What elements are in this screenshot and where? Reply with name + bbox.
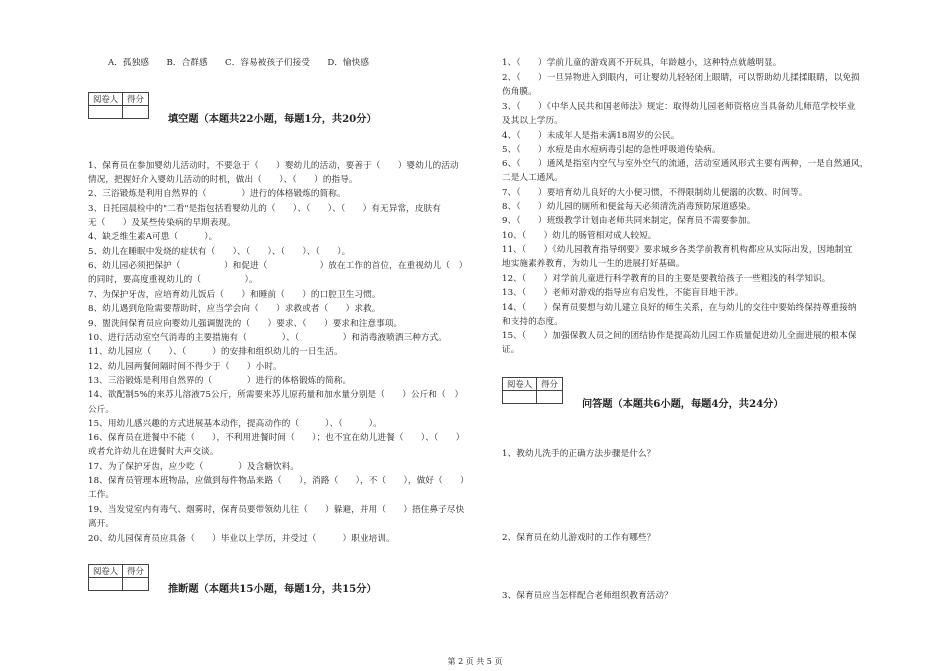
question-line: 6、幼儿园必须把保护（ ）和促进（ ）放在工作的首位，在重视幼儿（ ） (88, 261, 468, 271)
judge-line: 9、（ ）班级教学计划由老师共同来制定，保育员不需要参加。 (502, 216, 756, 226)
question-line: 离开。 (88, 519, 115, 529)
question-line: 19、当发觉室内有毒气、烟雾时，保育员要带领幼儿往（ ）躲避，并用（ ）捂住鼻子尽快 (88, 505, 465, 515)
question-line: 无（ ）及某些传染病的早期表现。 (88, 218, 236, 228)
question-line: 12、幼儿园两餐间隔时间不得少于（ ）小时。 (88, 362, 282, 372)
qa-question-1: 1、教幼儿洗手的正确方法步骤是什么？ (502, 449, 656, 459)
judge-line: 和支持的态度。 (502, 317, 563, 327)
score-header: 得分 (123, 565, 149, 578)
question-line: 情况，把握好介入婴幼儿活动的时机，做出（ ）、（ ）的指导。 (88, 175, 358, 185)
judge-line: 10、（ ）幼儿的肠管相对成人较短。 (502, 231, 657, 241)
grader-cell[interactable] (503, 391, 537, 404)
qa-question-3: 3、保育员应当怎样配合老师组织教育活动？ (502, 591, 673, 601)
judge-line: 4、（ ）未成年人是指未满18周岁的公民。 (502, 131, 680, 141)
score-cell[interactable] (123, 106, 149, 119)
question-line: 9、盥洗间保育员应向婴幼儿强调盥洗的（ ）要求、（ ）要求和注意事项。 (88, 319, 403, 329)
question-line: 11、幼儿园应（ ）、（ ）的安排和组织幼儿的一日生活。 (88, 347, 343, 357)
judge-line: 及其以上学历。 (502, 116, 563, 126)
qa-question-2: 2、保育员在幼儿游戏时的工作有哪些？ (502, 533, 656, 543)
grader-header: 阅卷人 (503, 378, 537, 391)
judge-line: 地实施素养教育，为幼儿一生的进展打好基础。 (502, 259, 685, 269)
grader-header: 阅卷人 (89, 565, 123, 578)
question-line: 2、三浴锻炼是利用自然界的（ ）进行的体格锻炼的简称。 (88, 189, 346, 199)
question-line: 15、用幼儿感兴趣的方式进展基本动作，提高动作的（ ）、（ ）。 (88, 419, 382, 429)
score-table-fill (88, 92, 149, 119)
judge-line: 3、（ ）《中华人民共和国老师法》规定：取得幼儿园老师资格应当具备幼儿师范学校毕业 (502, 102, 856, 112)
judge-section-title: 推断题（本题共15小题，每题1分，共15分） (168, 583, 377, 595)
question-line: 1、保育员在参加婴幼儿活动时，不要急于（ ）婴幼儿的活动，要善于（ ）婴幼儿的活动 (88, 161, 459, 171)
question-line: 14、欲配制5%的来苏儿溶液75公斤，所需要来苏儿原药量和加水量分别是（ ）公斤和（ ） (88, 390, 464, 400)
question-line: 5、幼儿在睡眠中发烧的症状有（ ）、（ ）、（ ）、（ ）。 (88, 247, 351, 257)
judge-line: 11、（ ）《幼儿园教育指导纲要》要求城乡各类学前教育机构都应从实际出发，因地制宜 (502, 245, 853, 255)
judge-line: 1、（ ）学前儿童的游戏离不开玩具，年龄越小，这种特点就越明显。 (502, 58, 782, 68)
question-line: 13、三浴锻炼是利用自然界的（ ）进行的体格锻炼的简称。 (88, 376, 352, 386)
question-line: 或者允许幼儿在进餐时大声交谈。 (88, 447, 219, 457)
judge-line: 6、（ ）通风是指室内空气与室外空气的流通，活动室通风形式主要有两种，一是自然通风， (502, 159, 869, 169)
score-table-qa (502, 377, 563, 404)
question-line: 工作。 (88, 490, 115, 500)
question-line: 18、保育员管理本班物品，应做到每件物品来路（ ），消路（ ），不（ ），做好（ ） (88, 476, 469, 486)
judge-line: 证。 (502, 345, 520, 355)
question-line: 16、保育员在进餐中不能（ ），不利用进餐时间（ ）；也不宜在幼儿进餐（ ）、（ ） (88, 433, 465, 443)
page-footer: 第 2 页 共 5 页 (447, 657, 503, 666)
score-table-judge (88, 564, 149, 591)
question-line: 7、为保护牙齿，应培育幼儿饭后（ ）和睡前（ ）的口腔卫生习惯。 (88, 290, 381, 300)
grader-cell[interactable] (89, 578, 123, 591)
fill-section-title: 填空题（本题共22小题，每题1分，共20分） (168, 113, 377, 125)
grader-cell[interactable] (89, 106, 123, 119)
question-line: 8、幼儿遇到危险需要帮助时，应当学会向（ ）求救或者（ ）求救。 (88, 304, 381, 314)
question-line: 3、日托园晨检中的"二看"是指包括看婴幼儿的（ ）、（ ）、（ ）有无异常，皮肤有 (88, 204, 441, 214)
qa-section-title: 问答题（本题共6小题，每题4分，共24分） (582, 398, 784, 410)
judge-line: 伤角膜。 (502, 87, 537, 97)
options-line: A．孤独感 B．合群感 C．容易被孩子们接受 D．愉快感 (108, 58, 370, 68)
question-line: 10、进行活动室空气消毒的主要措施有（ ）、（ ）和消毒液喷洒三种方式。 (88, 333, 447, 343)
judge-line: 14、（ ）保育员要想与幼儿建立良好的师生关系，在与幼儿的交往中要始终保持尊重接纳 (502, 303, 857, 313)
question-line: 公斤。 (88, 405, 115, 415)
question-line: 20、幼儿园保育员应具备（ ）毕业以上学历，并受过（ ）职业培训。 (88, 534, 395, 544)
score-cell[interactable] (537, 391, 563, 404)
question-line: 4、缺乏维生素A可患（ ）。 (88, 232, 218, 242)
judge-line: 二是人工通风。 (502, 173, 563, 183)
score-header: 得分 (537, 378, 563, 391)
question-line: 的同时，要高度重视幼儿的（ ）。 (88, 275, 258, 285)
judge-line: 7、（ ）要培育幼儿良好的大小便习惯，不得限制幼儿便溺的次数、时间等。 (502, 188, 808, 198)
grader-header: 阅卷人 (89, 93, 123, 106)
judge-line: 2、（ ）一旦异物进入到眼内，可让婴幼儿轻轻闭上眼睛，可以帮助幼儿揉揉眼睛，以免损 (502, 73, 860, 83)
question-line: 17、为了保护牙齿，应少吃（ ）及含糖饮料。 (88, 462, 300, 472)
judge-line: 8、（ ）幼儿园的厕所和便盆每天必须清洗消毒预防尿道感染。 (502, 202, 756, 212)
judge-line: 13、（ ）老师对游戏的指导应有启发性，不能盲目地干涉。 (502, 288, 744, 298)
judge-line: 5、（ ）水痘是由水痘病毒引起的急性呼吸道传染病。 (502, 145, 721, 155)
score-cell[interactable] (123, 578, 149, 591)
judge-line: 15、（ ）加强保教人员之间的团结协作是提高幼儿园工作质量促进幼儿全面进展的根本保 (502, 331, 857, 341)
judge-line: 12、（ ）对学前儿童进行科学教育的目的主要是要教给孩子一些粗浅的科学知识。 (502, 274, 831, 284)
score-header: 得分 (123, 93, 149, 106)
